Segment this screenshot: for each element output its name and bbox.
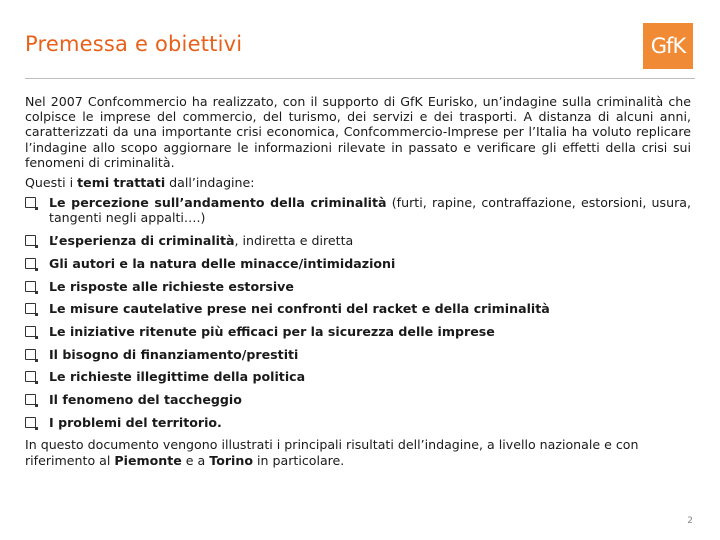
theme-detail: , indiretta e diretta <box>234 233 354 249</box>
list-item <box>25 415 691 430</box>
theme-title: I problemi del territorio. <box>49 414 222 430</box>
lead-suffix: dall’indagine: <box>165 175 255 191</box>
checkbox-bullet-icon <box>25 371 36 382</box>
theme-title: Le misure cautelative prese nei confronti del racket e della criminalità <box>49 301 550 317</box>
lead-bold: temi trattati <box>77 175 166 191</box>
closing-text: e a <box>181 452 210 468</box>
checkbox-bullet-icon <box>25 326 36 337</box>
theme-title: Le risposte alle richieste estorsive <box>49 278 294 294</box>
closing-text: in particolare. <box>253 452 345 468</box>
checkbox-bullet-icon <box>25 235 36 246</box>
theme-title: L’esperienza di criminalità <box>49 233 235 249</box>
lead-prefix: Questi i <box>25 175 78 191</box>
theme-title: Le richieste illegittime della politica <box>49 369 306 385</box>
list-item <box>25 279 691 294</box>
page-number: 2 <box>687 516 693 526</box>
closing-region: Piemonte <box>114 452 182 468</box>
list-item <box>25 233 691 248</box>
closing-paragraph <box>25 437 691 467</box>
themes-lead <box>25 175 691 190</box>
title-divider <box>25 78 695 79</box>
list-item <box>25 195 691 225</box>
theme-title: Le iniziative ritenute più efficaci per la sicurezza delle imprese <box>49 323 495 339</box>
checkbox-bullet-icon <box>25 197 36 208</box>
logo-text: GfK <box>650 34 686 58</box>
intro-paragraph: Nel 2007 Confcommercio ha realizzato, con il supporto di GfK Eurisko, un’indagine sulla criminalità che colpisce le imprese del commercio, del turismo, dei servizi e dei trasporti. A distanza di alcuni anni, caratterizzati da una importante crisi economica, Confcommercio-Imprese per l’Italia ha voluto replicare l’indagine allo scopo aggiornare le informazioni rilevate in passato e verificare gli effetti della crisi sui fenomeni di criminalità. <box>25 94 691 170</box>
closing-text: In questo documento vengono illustrati i principali risultati dell’indagine, a livello nazionale e con riferimento al <box>25 437 639 468</box>
theme-title: Il fenomeno del taccheggio <box>49 392 242 408</box>
theme-title: Le percezione sull’andamento della criminalità <box>49 195 387 211</box>
slide-body <box>25 94 691 468</box>
checkbox-bullet-icon <box>25 417 36 428</box>
checkbox-bullet-icon <box>25 303 36 314</box>
themes-list <box>25 195 691 430</box>
theme-title: Gli autori e la natura delle minacce/intimidazioni <box>49 255 396 271</box>
checkbox-bullet-icon <box>25 281 36 292</box>
list-item <box>25 256 691 271</box>
checkbox-bullet-icon <box>25 394 36 405</box>
list-item <box>25 369 691 384</box>
closing-city: Torino <box>209 452 253 468</box>
theme-title: Il bisogno di finanziamento/prestiti <box>49 346 299 362</box>
theme-detail: (furti, rapine, contraffazione, estorsioni, usura, tangenti negli appalti….) <box>49 195 691 226</box>
list-item <box>25 301 691 316</box>
list-item <box>25 392 691 407</box>
list-item <box>25 347 691 362</box>
checkbox-bullet-icon <box>25 349 36 360</box>
checkbox-bullet-icon <box>25 258 36 269</box>
list-item <box>25 324 691 339</box>
page-title: Premessa e obiettivi <box>25 32 243 56</box>
gfk-logo <box>643 23 693 69</box>
